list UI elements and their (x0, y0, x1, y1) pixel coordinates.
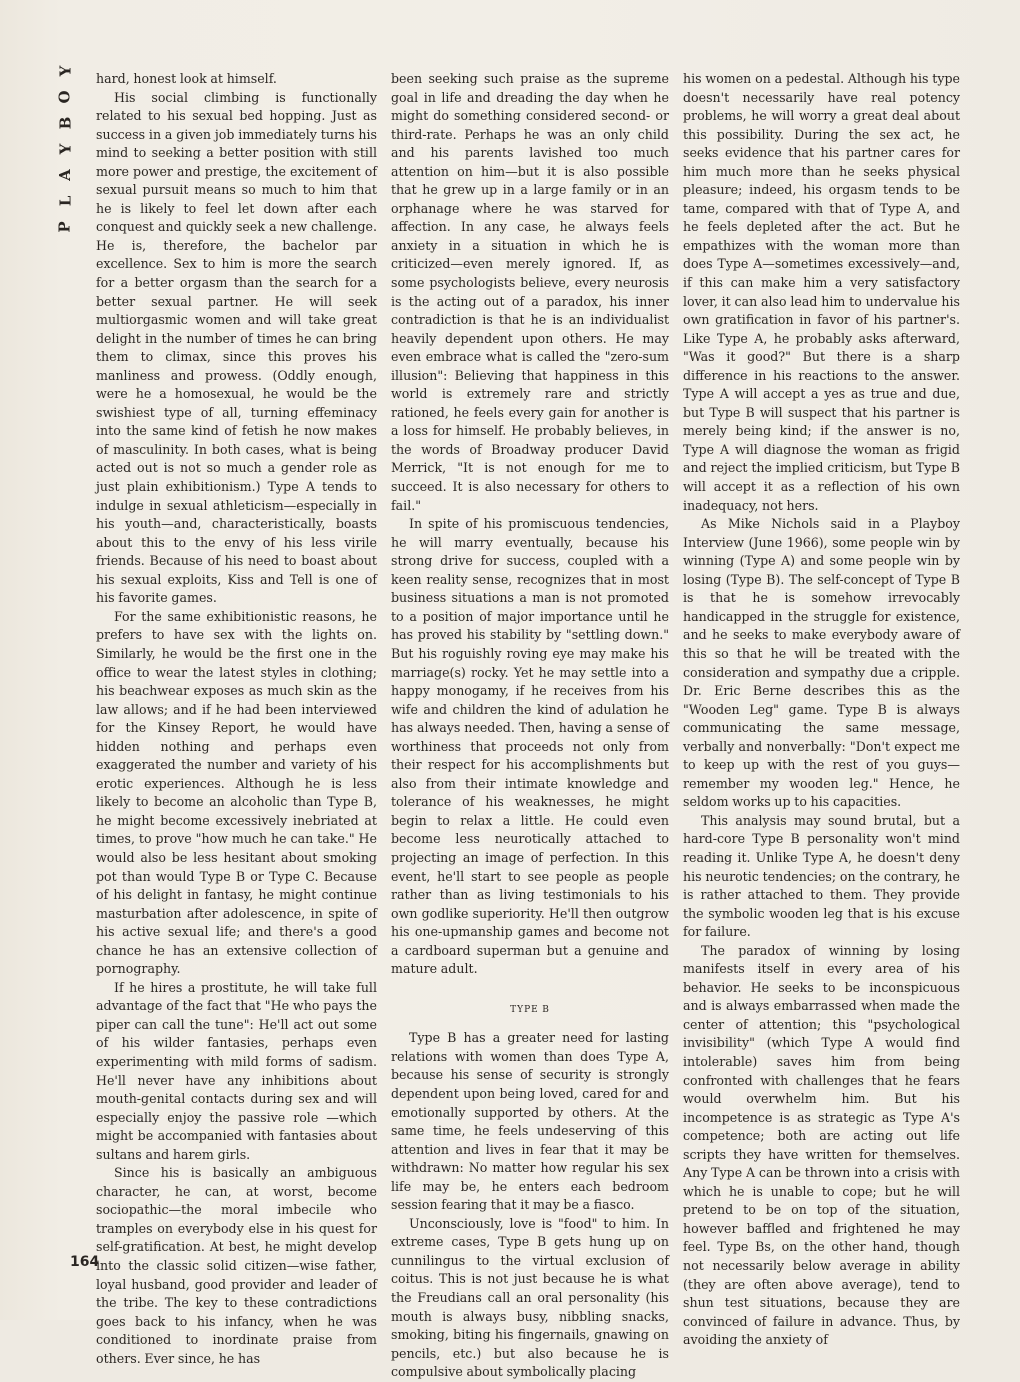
text-column-3 (683, 70, 960, 1348)
running-head-letter: P (56, 221, 74, 233)
paragraph: hard, honest look at himself. (96, 71, 277, 86)
section-subhead: TYPE B (510, 1004, 550, 1015)
paragraph: Type B has a greater need for lasting relations with women than does Type A, because his sense of security is strongly dependent upon being loved, cared for and emotionally supported by others. At the same time, he feels undeserving of this attention and lives in fear that it may be withdrawn: No matter how regular his sex life may be, he enters each bedroom session fearing that it may be a fiasco. (391, 1030, 669, 1213)
paragraph: The paradox of winning by losing manifests itself in every area of his behavior. He seeks to be inconspicuous and is always embarrassed when made the center of attention; this "psychological invisibility" (which Type A would find intolerable) saves him from being confronted with challenges that he fears would overwhelm him. But his incompetence is as strategic as Type A's competence; both are acting out life scripts they have written for themselves. Any Type A can be thrown into a crisis with which he is unable to cope; but he will pretend to be on top of the situation, however baffled and frightened he may feel. Type Bs, on the other hand, though not necessarily below average in ability (they are often above average), tend to shun test situations, because they are convinced of failure in advance. Thus, by avoiding the anxiety of (683, 942, 960, 1348)
paragraph: his women on a pedestal. Although his type doesn't necessarily have real potency problems, he will worry a great deal about this possibility. During the sex act, he seeks evidence that his partner cares for him much more than he seeks physical pleasure; indeed, his orgasm tends to be tame, compared with that of Type A, and he feels depleted after the act. But he empathizes with the woman more than does Type A—sometimes excessively—and, if this can make him a very satisfactory lover, it can also lead him to undervalue his own gratification in favor of his partner's. Like Type A, he probably asks afterward, "Was it good?" But there is a sharp difference in his reactions to the answer. Type A will accept a yes as true and due, but Type B will suspect that his partner is merely being kind; if the answer is no, Type A will diagnose the woman as frigid and reject the implied criticism, but Type B will accept it as a reflection of his own inadequacy, not hers. (683, 71, 960, 513)
text-column-1 (96, 70, 377, 1366)
paragraph: If he hires a prostitute, he will take full advantage of the fact that "He who pays the piper can call the tune": He'll act out some of his wilder fantasies, perhaps even experimenting with mild forms of sadism. He'll never have any inhibitions about mouth-genital contacts during sex and will especially enjoy the passive role —which might be accompanied with fantasies about sultans and harem girls. (96, 979, 377, 1162)
paragraph: As Mike Nichols said in a Playboy Interview (June 1966), some people win by winning (Type A) and some people win by losing (Type B). The self-concept of Type B is that he is somehow irrevocably handicapped in the struggle for existence, and he seeks to make everybody aware of this so that he will be treated with the consideration and sympathy due a cripple. Dr. Eric Berne describes this as the "Wooden Leg" game. Type B is always communicating the same message, verbally and nonverbally: "Don't expect me to keep up with the rest of you guys—remember my wooden leg." Hence, he seldom works up to his capacities. (683, 516, 960, 810)
paragraph: Since his is basically an ambiguous character, he can, at worst, become sociopathic—the moral imbecile who tramples on everybody else in his quest for self-gratification. At best, he might develop into the classic solid citizen—wise father, loyal husband, good provider and leader of the tribe. The key to these contradictions goes back to his infancy, when he was conditioned to inordinate praise from others. Ever since, he has (96, 1165, 377, 1366)
running-head-letter: L (55, 195, 74, 207)
paragraph: His social climbing is functionally related to his sexual bed hopping. Just as success in a given job immediately turns his mind to seeking a better position with still more power and prestige, the excitement of sexual pursuit means so much to him that he is likely to feel let down after each conquest and quickly seek a new challenge. He is, therefore, the bachelor par excellence. Sex to him is more the search for a better orgasm than the search for a better sexual partner. He will seek multiorgasmic women and will take great delight in the number of times he can bring them to climax, since this proves his manliness and prowess. (Oddly enough, were he a homosexual, he would be the swishiest type of all, turning effeminacy into the same kind of fetish he now makes of masculinity. In both cases, what is being acted out is not so much a gender role as just plain exhibitionism.) Type A tends to indulge in sexual athleticism—especially in his youth—and, characteristically, boasts about this to the envy of his less virile friends. Because of his need to boast about his sexual exploits, Kiss and Tell is one of his favorite games. (96, 89, 377, 606)
running-head-letter: B (56, 116, 74, 130)
paragraph: been seeking such praise as the supreme goal in life and dreading the day when he might do something considered second- or third-rate. Perhaps he was an only child and his parents lavished too much attention on him—but it is also possible that he grew up in a large family or in an orphanage where he was starved for affection. In any case, he always feels anxiety in a situation in which he is criticized—even merely ignored. If, as some psychologists believe, every neurosis is the acting out of a paradox, his inner contradiction is that he is an individualist heavily dependent upon others. He may even embrace what is called the "zero-sum illusion": Believing that happiness in this world is extremely rare and strictly rationed, he feels every gain for another is a loss for himself. He probably believes, in the words of Broadway producer David Merrick, "It is not enough for me to succeed. It is also necessary for others to fail." (391, 71, 669, 513)
running-head-letter: Y (56, 65, 74, 77)
paragraph: Unconsciously, love is "food" to him. In extreme cases, Type B gets hung up on cunnilingus to the virtual exclusion of coitus. This is not just because he is what the Freudians call an oral personality (his mouth is always busy, nibbling snacks, smoking, biting his fingernails, gnawing on pencils, etc.) but also because he is compulsive about symbolically placing (391, 1215, 669, 1380)
text-column-2 (391, 70, 669, 1380)
running-head (52, 58, 78, 233)
running-head-letter: A (55, 169, 74, 181)
paragraph: This analysis may sound brutal, but a hard-core Type B personality won't mind reading it. Unlike Type A, he doesn't deny his neurotic tendencies; on the contrary, he is rather attached to them. They provide the symbolic wooden leg that is his excuse for failure. (683, 812, 960, 940)
paragraph: In spite of his promiscuous tendencies, he will marry eventually, because his strong drive for success, coupled with a keen reality sense, recognizes that in most business situations a man is not promoted to a position of major importance until he has proved his stability by "settling down." But his roguishly roving eye may make his marriage(s) rocky. Yet he may settle into a happy monogamy, if he receives from his wife and children the kind of adulation he has always needed. Then, having a sense of worthiness that proceeds not only from their respect for his accomplishments but also from their intimate knowledge and tolerance of his weaknesses, he might begin to relax a little. He could even become less neurotically attached to projecting an image of perfection. In this event, he'll start to see people as people rather than as living testimonials to his own godlike superiority. He'll then outgrow his one-upmanship games and become not a cardboard superman but a genuine and mature adult. (391, 516, 669, 977)
running-head-letter: Y (56, 143, 74, 155)
page-number: 164 (70, 1254, 100, 1270)
paragraph: For the same exhibitionistic reasons, he prefers to have sex with the lights on. Similarly, he would be the first one in the office to wear the latest styles in clothing; his beachwear exposes as much skin as the law allows; and if he had been interviewed for the Kinsey Report, he would have hidden nothing and perhaps even exaggerated the number and variety of his erotic experiences. Although he is less likely to become an alcoholic than Type B, he might become excessively inebriated at times, to prove "how much he can take." He would also be less hesitant about smoking pot than would Type B or Type C. Because of his delight in fantasy, he might continue masturbation after adolescence, in spite of his active sexual life; and there's a good chance he has an extensive collection of pornography. (96, 608, 377, 977)
running-head-letter: O (55, 90, 74, 104)
